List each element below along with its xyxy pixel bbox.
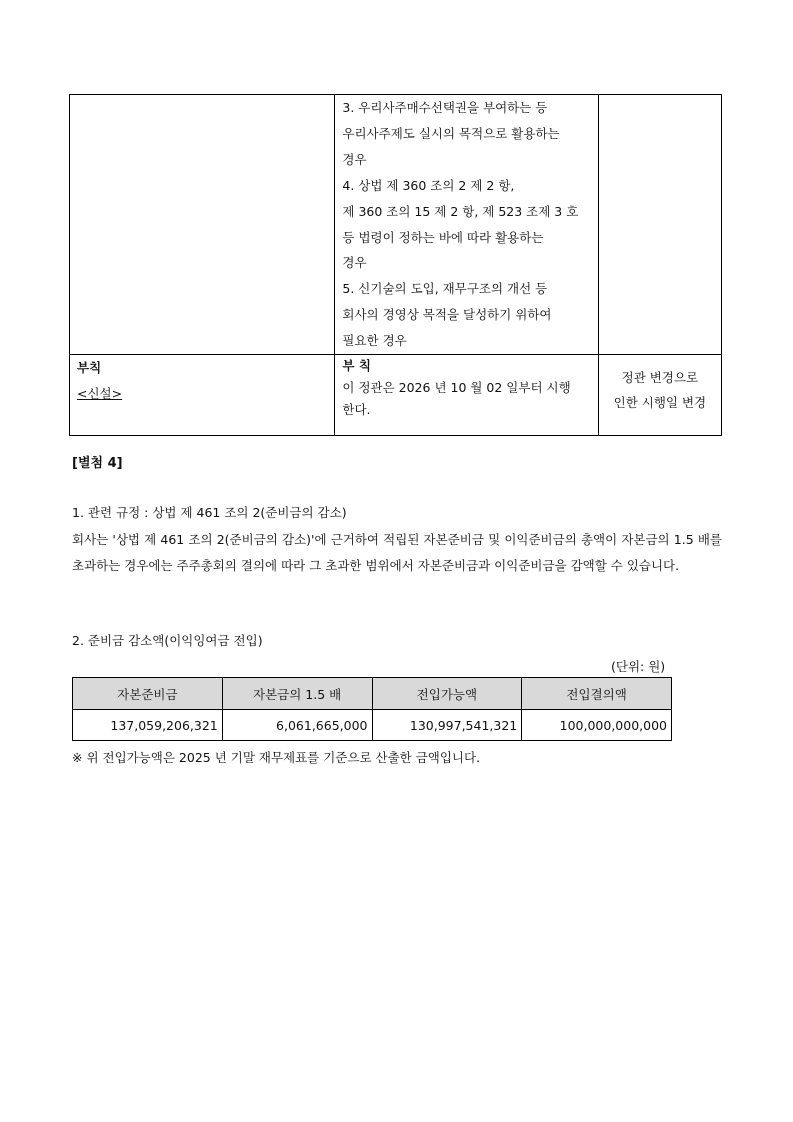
text-line: 회사의 경영상 목적을 달성하기 위하여 — [342, 307, 552, 323]
articles-comparison-table — [69, 94, 722, 436]
text-line: 이 정관은 2026 년 10 월 02 일부터 시행 — [342, 380, 571, 396]
after-cell — [335, 355, 598, 436]
text-line: 경우 — [342, 255, 367, 271]
text-line: 5. 신기술의 도입, 재무구조의 개선 등 — [342, 281, 548, 297]
section-heading: 2. 준비금 감소액(이익잉여금 전입) — [72, 633, 263, 648]
table-row — [70, 95, 722, 355]
table-cell: 130,997,541,321 — [372, 710, 522, 741]
addenda-title: 부칙 — [77, 360, 102, 376]
text-line: 우리사주제도 실시의 목적으로 활용하는 — [342, 125, 560, 141]
text-line: 3. 우리사주매수선택권을 부여하는 등 — [342, 100, 548, 115]
footnote: ※ 위 전입가능액은 2025 년 기말 재무제표를 기준으로 산출한 금액입니다. — [72, 750, 481, 765]
annex-title: [별첨 4] — [72, 456, 123, 471]
column-header: 자본금의 1.5 배 — [222, 678, 372, 710]
table-row — [70, 355, 722, 436]
after-cell — [335, 95, 598, 355]
text-line: 4. 상법 제 360 조의 2 제 2 항, — [342, 177, 515, 193]
reserve-reduction-table — [72, 677, 672, 741]
table-row — [73, 710, 672, 741]
unit-label: (단위: 원) — [611, 659, 666, 674]
table-header-row — [73, 678, 672, 710]
reason-cell — [598, 355, 721, 436]
section-heading: 1. 관련 규정 : 상법 제 461 조의 2(준비금의 감소) — [72, 505, 347, 520]
column-header: 자본준비금 — [73, 678, 223, 710]
text-line: 제 360 조의 15 제 2 항, 제 523 조제 3 호 — [342, 203, 579, 219]
table-cell: 6,061,665,000 — [222, 710, 372, 741]
before-cell — [70, 95, 335, 355]
new-provision-label: <신설> — [77, 385, 123, 401]
column-header: 전입결의액 — [522, 678, 672, 710]
table-cell: 100,000,000,000 — [522, 710, 672, 741]
text-line: 필요한 경우 — [342, 333, 407, 349]
text-line: 인한 시행일 변경 — [613, 395, 707, 411]
section-body: 회사는 '상법 제 461 조의 2(준비금의 감소)'에 근거하여 적립된 자본준비금 및 이익준비금의 총액이 자본금의 1.5 배를 초과하는 경우에는 주주총회의 결의에 따라 그 초과한 범위에서 자본준비금과 이익준비금을 감액할 수 있습니다. — [72, 532, 722, 573]
reason-cell — [598, 95, 721, 355]
text-line: 정관 변경으로 — [621, 370, 699, 386]
table-cell: 137,059,206,321 — [73, 710, 223, 741]
text-line: 경우 — [342, 151, 367, 167]
text-line: 한다. — [342, 402, 371, 418]
addenda-title: 부 칙 — [342, 358, 371, 374]
before-cell — [70, 355, 335, 436]
column-header: 전입가능액 — [372, 678, 522, 710]
text-line: 등 법령이 정하는 바에 따라 활용하는 — [342, 229, 544, 245]
